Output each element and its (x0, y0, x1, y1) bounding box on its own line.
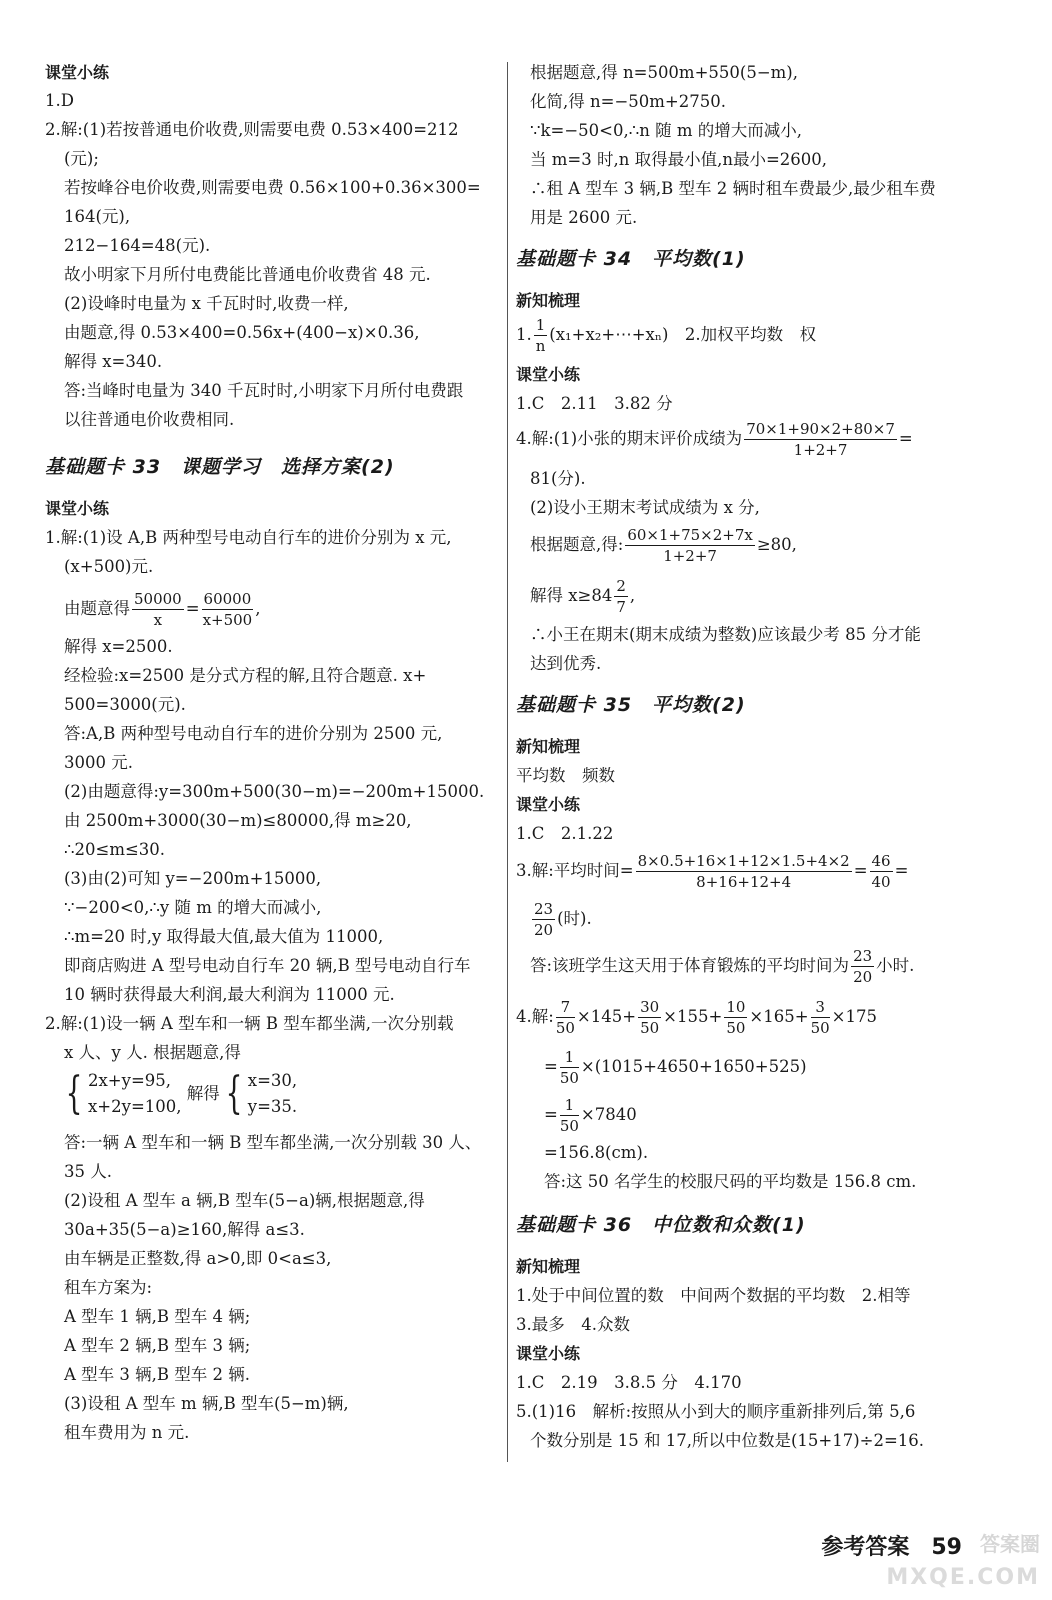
text-line: 212−164=48(元). (64, 236, 211, 255)
text-line: 1.处于中间位置的数 中间两个数据的平均数 2.相等 (516, 1286, 911, 1305)
text-line: (元); (64, 149, 99, 168)
text-line: 解得 x=340. (64, 352, 163, 371)
equation-line: 1. $\frac{1}{n}$ (x₁+x₂+⋯+xₙ) 2.加权平均数 权 (516, 316, 817, 355)
text-line: 30a+35(5−a)≥160,解得 a≤3. (64, 1220, 305, 1239)
text-line: 1.D (45, 91, 74, 110)
text-line: 5.(1)16 解析:按照从小到大的顺序重新排列后,第 5,6 (516, 1402, 916, 1421)
text-line: 2.解:(1)设一辆 A 型车和一辆 B 型车都坐满,一次分别载 (45, 1014, 454, 1033)
text-line: =156.8(cm). (544, 1143, 649, 1162)
text-line: 即商店购进 A 型号电动自行车 20 辆,B 型号电动自行车 (64, 956, 471, 975)
text-line: 若按峰谷电价收费,则需要电费 0.56×100+0.36×300= (64, 178, 481, 197)
text-line: 租车费用为 n 元. (64, 1423, 190, 1442)
section-label: 课堂小练 (45, 499, 110, 518)
text-line: (3)由(2)可知 y=−200m+15000, (64, 869, 322, 888)
equation-line: = $\frac{1}{50}$ ×7840 (544, 1096, 637, 1135)
section-heading-33: 基础题卡 33 课题学习 选择方案(2) (45, 456, 395, 478)
text-line: 故小明家下月所付电费能比普通电价收费省 48 元. (64, 265, 431, 284)
text-line: x 人、y 人. 根据题意,得 (64, 1043, 241, 1062)
text-line: 35 人. (64, 1162, 112, 1181)
text-line: 1.C 2.1.22 (516, 824, 614, 843)
text-line: 500=3000(元). (64, 695, 186, 714)
text-line: 3000 元. (64, 753, 133, 772)
section-label: 课堂小练 (516, 795, 581, 814)
equation-line: 4.解: $\frac{7}{50}$ ×145+ $\frac{30}{50}$ ×155+ $\frac{10}{50}$ ×165+ $\frac{3}{50}$ ×175 (516, 998, 877, 1037)
fraction: $\frac{60000}{x+500}$ (202, 590, 253, 629)
section-label: 新知梳理 (516, 291, 581, 310)
text-line: (3)设租 A 型车 m 辆,B 型车(5−m)辆, (64, 1394, 349, 1413)
text-line: ∵k=−50<0,∴n 随 m 的增大而减小, (530, 121, 802, 140)
section-heading-35: 基础题卡 35 平均数(2) (516, 694, 746, 716)
text-line: 2.解:(1)若按普通电价收费,则需要电费 0.53×400=212 (45, 120, 459, 139)
text-line: 答:这 50 名学生的校服尺码的平均数是 156.8 cm. (544, 1172, 917, 1191)
text-line: ∴小王在期末(期末成绩为整数)应该最少考 85 分才能 (530, 625, 921, 644)
section-label: 课堂小练 (516, 1344, 581, 1363)
equation-line: 由题意得 $\frac{50000}{x}$ = $\frac{60000}{x+500}$ , (64, 590, 261, 629)
column-divider (507, 62, 508, 1462)
text-line: A 型车 1 辆,B 型车 4 辆; (64, 1307, 251, 1326)
section-label: 课堂小练 (516, 365, 581, 384)
section-label: 新知梳理 (516, 1257, 581, 1276)
text-line: 达到优秀. (530, 654, 602, 673)
text-line: (2)由题意得:y=300m+500(30−m)=−200m+15000. (64, 782, 485, 801)
equation-line: $\frac{23}{20}$ (时). (534, 900, 592, 939)
text-line: 由车辆是正整数,得 a>0,即 0<a≤3, (64, 1249, 332, 1268)
fraction: $\frac{50000}{x}$ (134, 590, 182, 629)
text-line: (x+500)元. (64, 557, 154, 576)
text-line: ∴m=20 时,y 取得最大值,最大值为 11000, (64, 927, 384, 946)
text-line: 租车方案为: (64, 1278, 153, 1297)
text-line: ∴租 A 型车 3 辆,B 型车 2 辆时租车费最少,最少租车费 (530, 179, 936, 198)
equation-line: 根据题意,得: $\frac{60\times 1+75\times 2+7x}{1+2+7}$ ≥80, (530, 526, 797, 565)
section-label: 课堂小练 (45, 63, 110, 82)
text-line: 解得 x=2500. (64, 637, 173, 656)
equation-line: 解得 x≥84 $\frac{2}{7}$ , (530, 577, 636, 616)
text-line: 根据题意,得 n=500m+550(5−m), (530, 63, 798, 82)
text-line: (2)设小王期末考试成绩为 x 分, (530, 498, 760, 517)
text-line: 以往普通电价收费相同. (64, 410, 235, 429)
text-line: 由 2500m+3000(30−m)≤80000,得 m≥20, (64, 811, 412, 830)
watermark-logo: 答案圈 (980, 1532, 1040, 1556)
text-line: 个数分别是 15 和 17,所以中位数是(15+17)÷2=16. (530, 1431, 925, 1450)
text-line: 化简,得 n=−50m+2750. (530, 92, 726, 111)
text-line: (2)设租 A 型车 a 辆,B 型车(5−a)辆,根据题意,得 (64, 1191, 425, 1210)
text-line: 1.C 2.19 3.8.5 分 4.170 (516, 1373, 742, 1392)
equation-line: = $\frac{1}{50}$ ×(1015+4650+1650+525) (544, 1048, 807, 1087)
text-line: 10 辆时获得最大利润,最大利润为 11000 元. (64, 985, 395, 1004)
text-line: 经检验:x=2500 是分式方程的解,且符合题意. x+ (64, 666, 427, 685)
text-line: ∵−200<0,∴y 随 m 的增大而减小, (64, 898, 322, 917)
text-line: A 型车 3 辆,B 型车 2 辆. (64, 1365, 250, 1384)
section-heading-34: 基础题卡 34 平均数(1) (516, 248, 746, 270)
section-label: 新知梳理 (516, 737, 581, 756)
text-line: 1.解:(1)设 A,B 两种型号电动自行车的进价分别为 x 元, (45, 528, 452, 547)
text-line: ∴20≤m≤30. (64, 840, 166, 859)
text-line: 答:A,B 两种型号电动自行车的进价分别为 2500 元, (64, 724, 443, 743)
text-line: (2)设峰时电量为 x 千瓦时时,收费一样, (64, 294, 349, 313)
page-footer: 参考答案 59 (821, 1535, 962, 1560)
text-line: 3.最多 4.众数 (516, 1315, 630, 1334)
equation-line: 答:该班学生这天用于体育锻炼的平均时间为 $\frac{23}{20}$ 小时. (530, 947, 915, 986)
text-line: 1.C 2.11 3.82 分 (516, 394, 673, 413)
text-line: 由题意,得 0.53×400=0.56x+(400−x)×0.36, (64, 323, 420, 342)
text-line: 用是 2600 元. (530, 208, 638, 227)
text-line: A 型车 2 辆,B 型车 3 辆; (64, 1336, 251, 1355)
text-line: 当 m=3 时,n 取得最小值,n最小=2600, (530, 150, 828, 169)
text-line: 答:当峰时电量为 340 千瓦时时,小明家下月所付电费跟 (64, 381, 464, 400)
watermark-url: MXQE.COM (886, 1565, 1040, 1590)
text-line: 平均数 频数 (516, 766, 615, 785)
text-line: 164(元), (64, 207, 131, 226)
text-line: 答:一辆 A 型车和一辆 B 型车都坐满,一次分别载 30 人、 (64, 1133, 482, 1152)
section-heading-36: 基础题卡 36 中位数和众数(1) (516, 1214, 806, 1236)
equation-system: { 2x+y=95, x+2y=100, 解得 { x=30, y=35. (65, 1068, 298, 1119)
equation-line: 3.解:平均时间= $\frac{8\times 0.5+16\times 1+12\times 1.5+4\times 2}{8+16+12+4}$ = $\frac{46}{40}$ = (516, 852, 909, 891)
equation-line: 4.解:(1)小张的期末评价成绩为 $\frac{70\times 1+90\times 2+80\times 7}{1+2+7}$ = (516, 420, 913, 459)
text-line: 81(分). (530, 469, 586, 488)
